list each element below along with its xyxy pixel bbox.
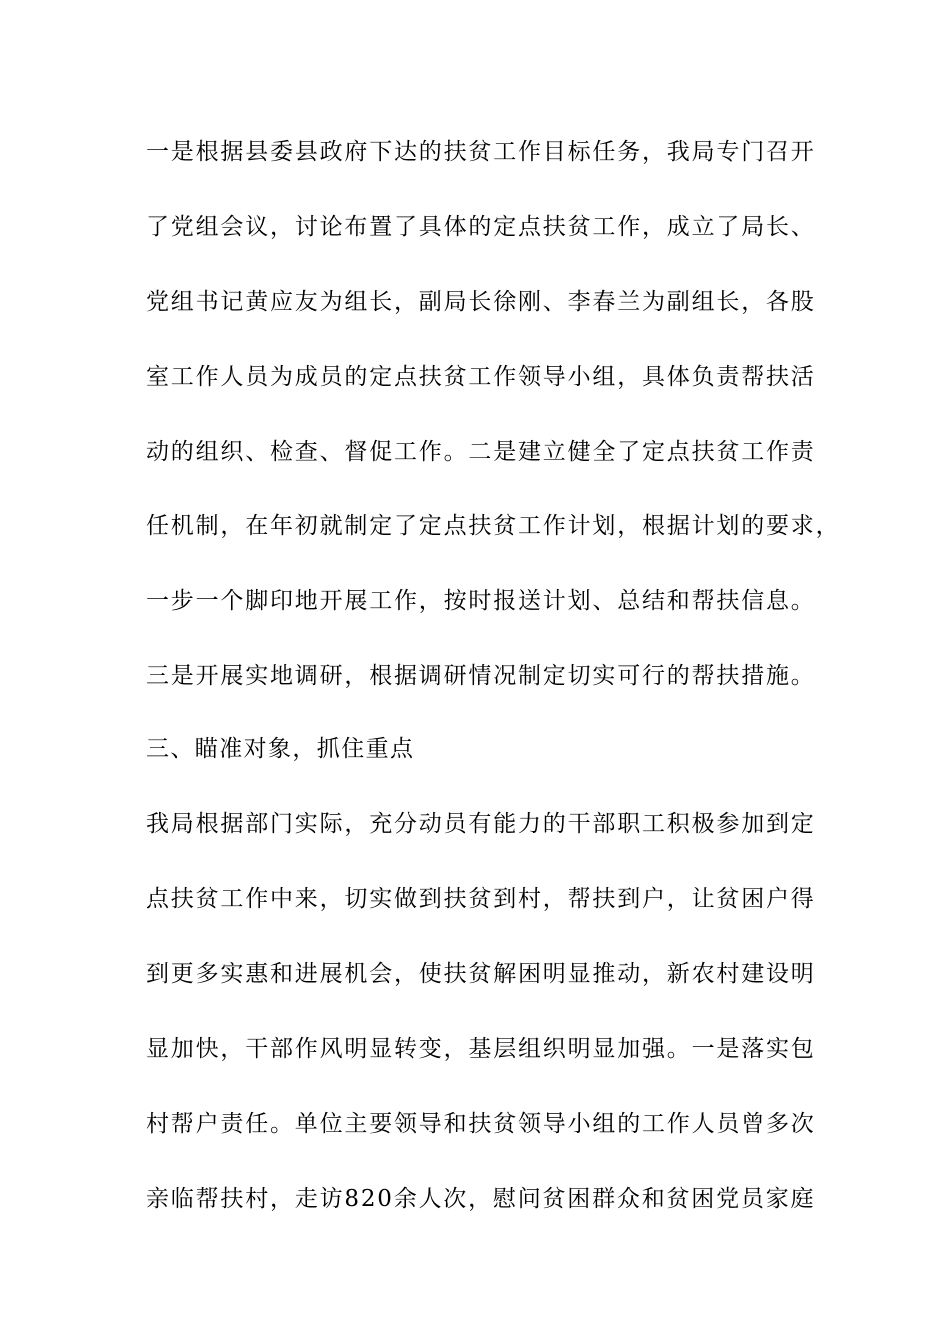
paragraph-line: 到更多实惠和进展机会，使扶贫解困明显推动，新农村建设明 bbox=[146, 961, 816, 987]
paragraph-line: 党组书记黄应友为组长，副局长徐刚、李春兰为副组长，各股 bbox=[146, 289, 816, 315]
paragraph-line: 我局根据部门实际，充分动员有能力的干部职工积极参加到定 bbox=[146, 811, 816, 837]
paragraph-line: 显加快，干部作风明显转变，基层组织明显加强。一是落实包 bbox=[146, 1036, 816, 1062]
paragraph-line: 了党组会议，讨论布置了具体的定点扶贫工作，成立了局长、 bbox=[146, 214, 816, 240]
paragraph-line: 亲临帮扶村，走访820余人次，慰问贫困群众和贫困党员家庭 bbox=[146, 1186, 816, 1212]
paragraph-line: 任机制，在年初就制定了定点扶贫工作计划，根据计划的要求， bbox=[146, 513, 841, 539]
paragraph-line: 一步一个脚印地开展工作，按时报送计划、总结和帮扶信息。 bbox=[146, 588, 816, 614]
section-heading: 三、瞄准对象，抓住重点 bbox=[146, 736, 415, 762]
paragraph-line: 三是开展实地调研，根据调研情况制定切实可行的帮扶措施。 bbox=[146, 663, 816, 689]
paragraph-line: 室工作人员为成员的定点扶贫工作领导小组，具体负责帮扶活 bbox=[146, 364, 816, 390]
paragraph-line: 一是根据县委县政府下达的扶贫工作目标任务，我局专门召开 bbox=[146, 139, 816, 165]
paragraph-line: 村帮户责任。单位主要领导和扶贫领导小组的工作人员曾多次 bbox=[146, 1111, 816, 1137]
paragraph-line: 动的组织、检查、督促工作。二是建立健全了定点扶贫工作责 bbox=[146, 439, 816, 465]
paragraph-line: 点扶贫工作中来，切实做到扶贫到村，帮扶到户，让贫困户得 bbox=[146, 886, 816, 912]
